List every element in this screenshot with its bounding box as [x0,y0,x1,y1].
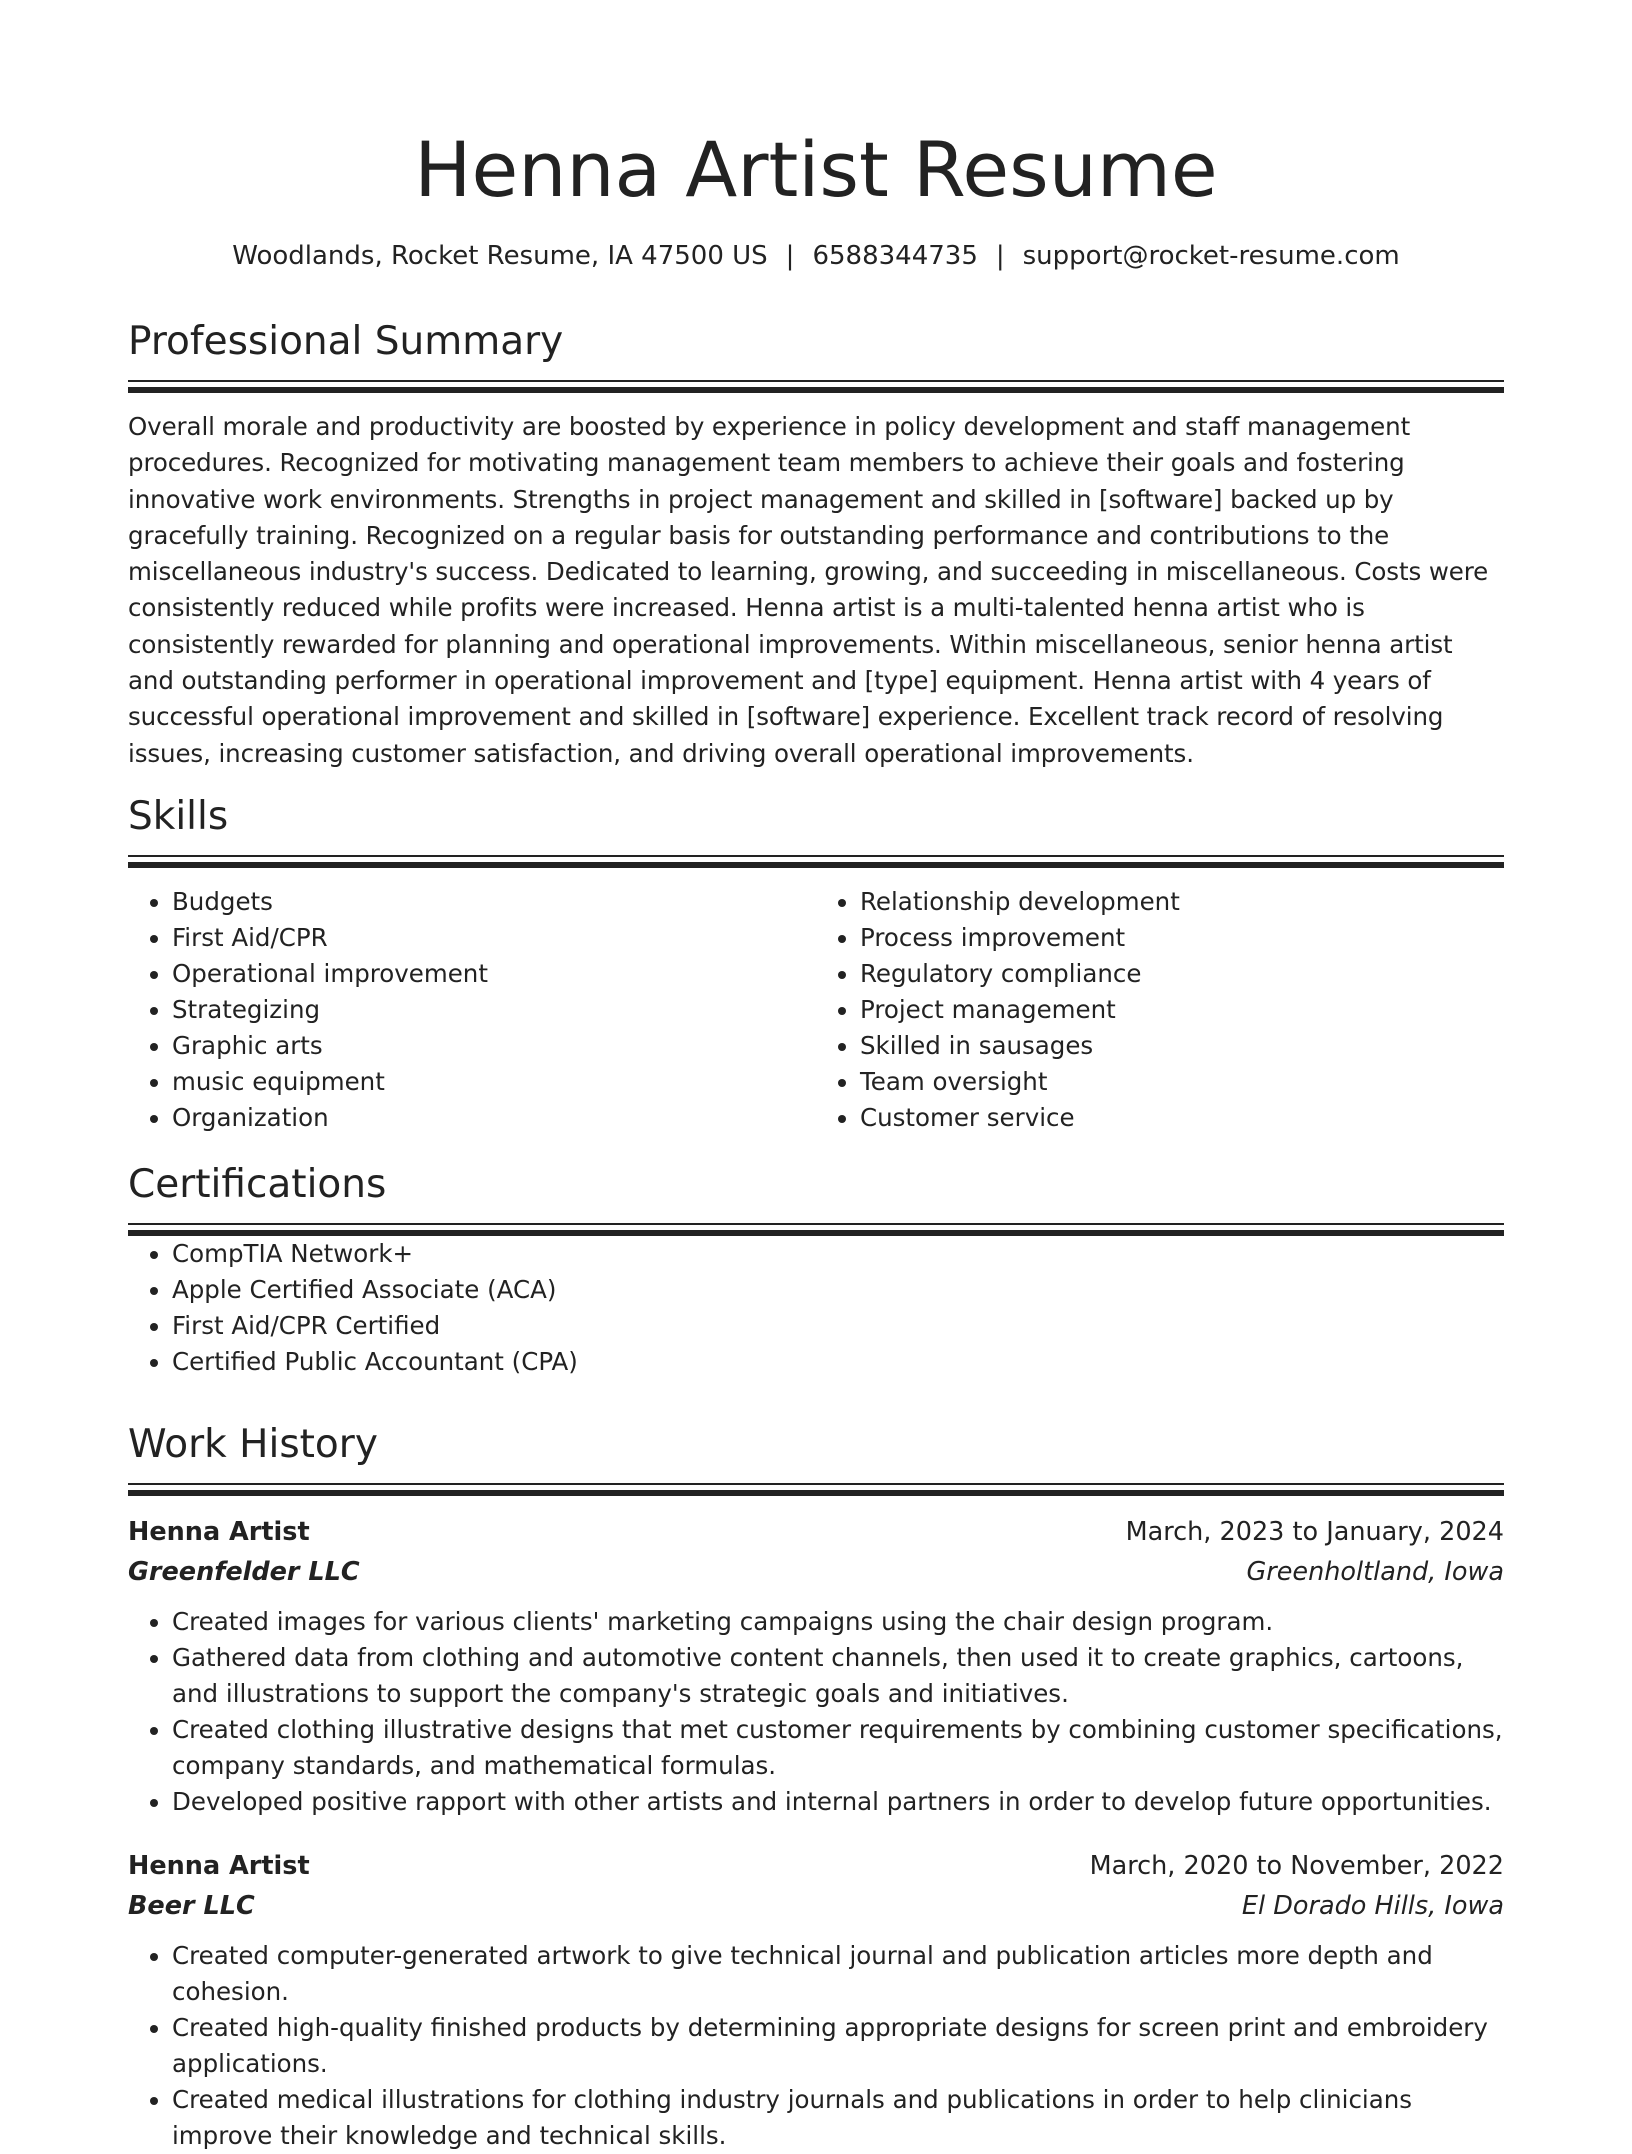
certifications-section [128,1159,1504,1380]
skills-columns [128,884,1504,1136]
job-duty: • Created clothing illustrative designs that met customer requirements by combining customer specifications, company standards, and mathematical formulas. [172,1712,1504,1784]
contact-address: Woodlands, Rocket Resume, IA 47500 US [232,241,768,271]
skills-heading: Skills [128,794,229,839]
job-duty: • Created computer-generated artwork to give technical journal and publication articles more depth and cohesion. [172,1938,1504,2010]
job-header-row [128,1846,1504,1886]
job-duty: • Created images for various clients' marketing campaigns using the chair design program. [172,1604,1504,1640]
job-location: El Dorado Hills, Iowa [1241,1891,1504,1921]
job-company: Beer LLC [128,1891,255,1921]
certifications-heading: Certifications [128,1162,387,1207]
skill-item: • Relationship development [860,884,1504,920]
section-divider [128,380,1504,393]
certifications-list [128,1236,1504,1380]
skill-item: • Budgets [172,884,816,920]
job-company: Greenfelder LLC [128,1557,360,1587]
job-duty: • Developed positive rapport with other artists and internal partners in order to develop future opportunities. [172,1784,1504,1820]
job-duties-list [128,1938,1504,2154]
skill-item: • Skilled in sausages [860,1028,1504,1064]
skill-item: • Graphic arts [172,1028,816,1064]
section-divider [128,855,1504,868]
skill-item: • Team oversight [860,1064,1504,1100]
job-entry [128,1512,1504,1820]
contact-phone: 6588344735 [812,241,978,271]
skill-item: • music equipment [172,1064,816,1100]
job-dates: March, 2023 to January, 2024 [1125,1517,1504,1547]
skill-item: • Strategizing [172,992,816,1028]
summary-text: Overall morale and productivity are boosted by experience in policy development and staff management procedures. Recognized for motivating management team members to achieve their goals and fostering innovative work environments. Strengths in project management and skilled in [software] backed up by gracefully training. Recognized on a regular basis for outstanding performance and contributions to the miscellaneous industry's success. Dedicated to learning, growing, and succeeding in miscellaneous. Costs were consistently reduced while profits were increased. Henna artist is a multi-talented henna artist who is consistently rewarded for planning and operational improvements. Within miscellaneous, senior henna artist and outstanding performer in operational improvement and [type] equipment. Henna artist with 4 years of successful operational improvement and skilled in [software] experience. Excellent track record of resolving issues, increasing customer satisfaction, and driving overall operational improvements. [128,412,1489,768]
contact-separator: | [785,241,795,271]
skill-item: • Process improvement [860,920,1504,956]
skill-item: • Customer service [860,1100,1504,1136]
job-dates: March, 2020 to November, 2022 [1089,1851,1504,1881]
job-duty: • Created high-quality finished products by determining appropriate designs for screen print and embroidery applications. [172,2010,1504,2082]
section-divider [128,1483,1504,1496]
skills-section [128,791,1504,1136]
job-company-row [128,1552,1504,1592]
summary-section [128,316,1504,772]
job-duty: • Created medical illustrations for clothing industry journals and publications in order to help clinicians improve their knowledge and technical skills. [172,2082,1504,2154]
skill-item: • Project management [860,992,1504,1028]
job-location: Greenholtland, Iowa [1246,1557,1504,1587]
summary-heading: Professional Summary [128,319,564,364]
contact-email: support@rocket-resume.com [1022,241,1400,271]
skill-item: • Regulatory compliance [860,956,1504,992]
job-company-row [128,1886,1504,1926]
skills-list-right [816,884,1504,1136]
job-duty: • Gathered data from clothing and automotive content channels, then used it to create graphics, cartoons, and illustrations to support the company's strategic goals and initiatives. [172,1640,1504,1712]
certification-item: • First Aid/CPR Certified [172,1308,1504,1344]
certification-item: • Apple Certified Associate (ACA) [172,1272,1504,1308]
skills-list-left [128,884,816,1136]
job-entry [128,1846,1504,2154]
section-divider [128,1223,1504,1236]
skill-item: • Operational improvement [172,956,816,992]
certification-item: • CompTIA Network+ [172,1236,1504,1272]
certification-item: • Certified Public Accountant (CPA) [172,1344,1504,1380]
job-header-row [128,1512,1504,1552]
skill-item: • Organization [172,1100,816,1136]
job-duties-list [128,1604,1504,1820]
skill-item: • First Aid/CPR [172,920,816,956]
contact-line [128,238,1504,274]
contact-separator: | [995,241,1005,271]
work-history-heading: Work History [128,1422,378,1467]
work-history-section [128,1419,1504,2154]
job-title: Henna Artist [128,1517,310,1547]
job-title: Henna Artist [128,1851,310,1881]
resume-title: Henna Artist Resume [414,125,1218,214]
